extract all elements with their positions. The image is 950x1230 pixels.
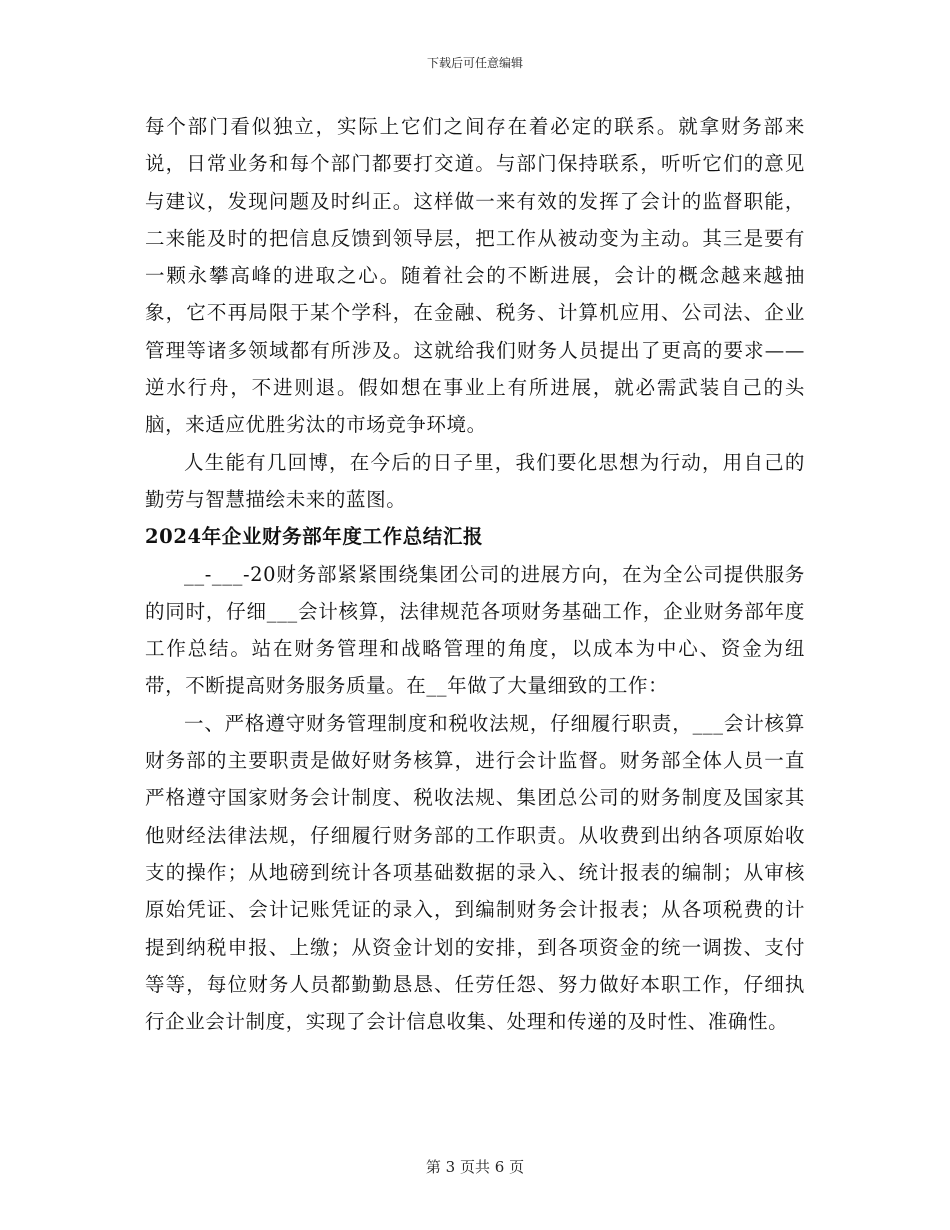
document-body bbox=[145, 108, 805, 1040]
paragraph-continued: 每个部门看似独立，实际上它们之间存在着必定的联系。就拿财务部来说，日常业务和每个部门都要打交道。与部门保持联系，听听它们的意见与建议，发现问题及时纠正。这样做一来有效的发挥了会计的监督职能，二来能及时的把信息反馈到领导层，把工作从被动变为主动。其三是要有一颗永攀高峰的进取之心。随着社会的不断进展，会计的概念越来越抽象，它不再局限于某个学科，在金融、税务、计算机应用、公司法、企业管理等诸多领域都有所涉及。这就给我们财务人员提出了更高的要求——逆水行舟，不进则退。假如想在事业上有所进展，就必需武装自己的头脑，来适应优胜劣汰的市场竞争环境。 bbox=[145, 115, 805, 437]
header-note: 下载后可任意编辑 bbox=[426, 56, 523, 70]
paragraph-closing: 人生能有几回博，在今后的日子里，我们要化思想为行动，用自己的勤劳与智慧描绘未来的蓝图。 bbox=[145, 450, 805, 511]
paragraph-intro: __-___-20财务部紧紧围绕集团公司的进展方向，在为全公司提供服务的同时，仔细___会计核算，法律规范各项财务基础工作，企业财务部年度工作总结。站在财务管理和战略管理的角度，以成本为中心、资金为纽带，不断提高财务服务质量。在__年做了大量细致的工作： bbox=[145, 562, 805, 698]
page-number: 第 3 页共 6 页 bbox=[425, 1158, 525, 1176]
paragraph-section-one: 一、严格遵守财务管理制度和税收法规，仔细履行职责，___会计核算财务部的主要职责是做好财务核算，进行会计监督。财务部全体人员一直严格遵守国家财务会计制度、税收法规、集团总公司的财务制度及国家其他财经法律法规，仔细履行财务部的工作职责。从收费到出纳各项原始收支的操作；从地磅到统计各项基础数据的录入、统计报表的编制；从审核原始凭证、会计记账凭证的录入，到编制财务会计报表；从各项税费的计提到纳税申报、上缴；从资金计划的安排，到各项资金的统一调拨、支付等等，每位财务人员都勤勤恳恳、任劳任怨、努力做好本职工作，仔细执行企业会计制度，实现了会计信息收集、处理和传递的及时性、准确性。 bbox=[145, 711, 805, 1034]
section-title: 2024年企业财务部年度工作总结汇报 bbox=[145, 525, 484, 549]
